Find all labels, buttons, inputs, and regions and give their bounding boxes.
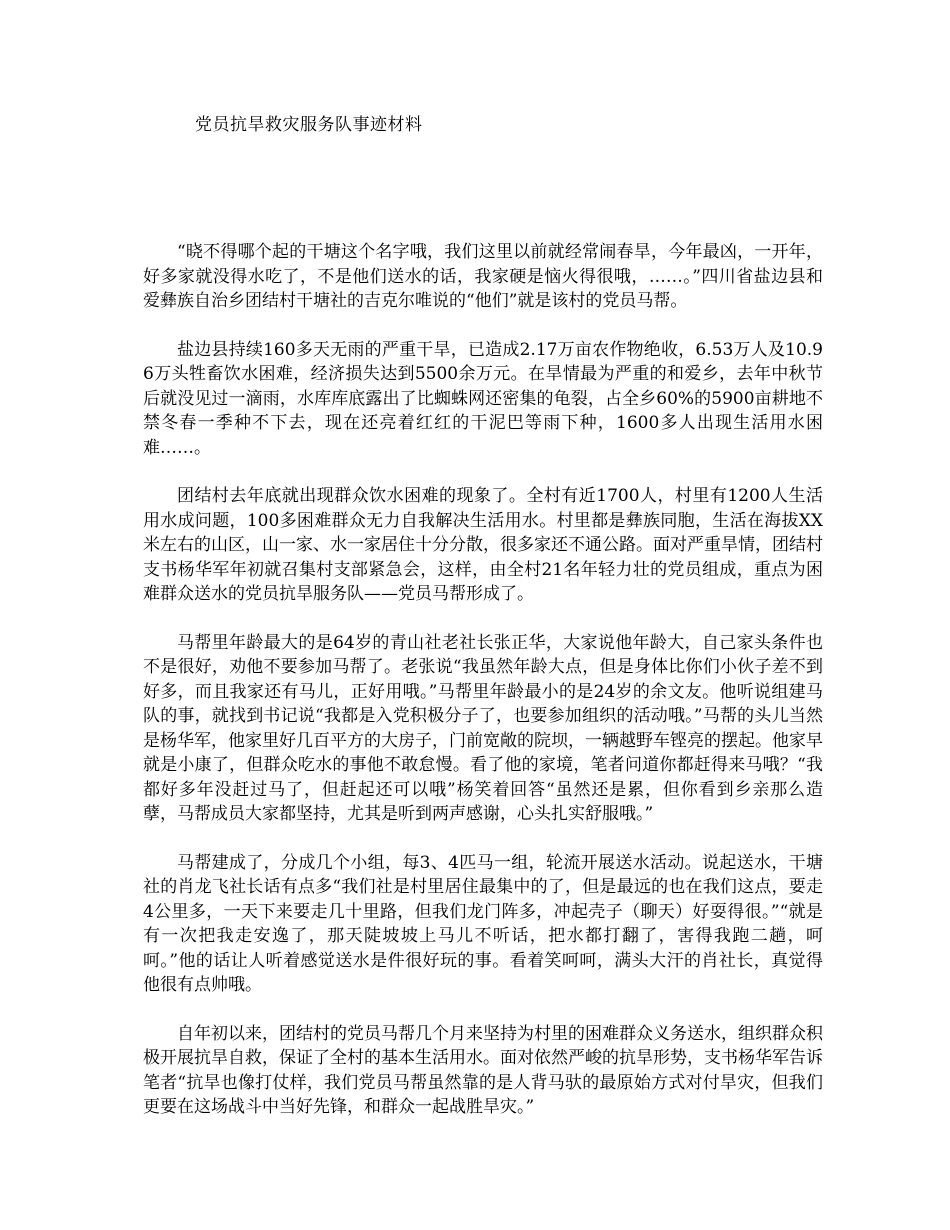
paragraph-3: 团结村去年底就出现群众饮水困难的现象了。全村有近1700人，村里有1200人生活用水成问题，100多困难群众无力自我解决生活用水。村里都是彝族同胞，生活在海拔XX米左右的山区，山一家、水一家居住十分分散，很多家还不通公路。面对严重旱情，团结村支书杨华军年初就召集村支部紧急会，这样，由全村21名年轻力壮的党员组成，重点为困难群众送水的党员抗旱服务队——党员马帮形成了。	[143, 486, 823, 604]
paragraph-5: 马帮建成了，分成几个小组，每3、4匹马一组，轮流开展送水活动。说起送水，干塘社的肖龙飞社长话有点多“我们社是村里居住最集中的了，但是最远的也在我们这点，要走4公里多，一天下来要走几十里路，但我们龙门阵多，冲起壳子（聊天）好耍得很。”“就是有一次把我走安逸了，那天陡坡坡上马儿不听话，把水都打翻了，害得我跑二趟，呵呵。”他的话让人听着感觉送水是件很好玩的事。看着笑呵呵，满头大汗的肖社长，真觉得他很有点帅哦。	[143, 852, 823, 995]
paragraph-2: 盐边县持续160多天无雨的严重干旱，已造成2.17万亩农作物绝收，6.53万人及10.96万头牲畜饮水困难，经济损失达到5500余万元。在旱情最为严重的和爱乡，去年中秋节后就没见过一滴雨，水库库底露出了比蜘蛛网还密集的龟裂，占全乡60%的5900亩耕地不禁冬春一季种不下去，现在还亮着红红的干泥巴等雨下种，1600多人出现生活用水困难……。	[143, 339, 823, 458]
paragraph-1: “晓不得哪个起的干塘这个名字哦，我们这里以前就经常闹春旱，今年最凶，一开年，好多家就没得水吃了，不是他们送水的话，我家硬是恼火得很哦，……。”四川省盐边县和爱彝族自治乡团结村干塘社的吉克尔唯说的“他们”就是该村的党员马帮。	[143, 242, 823, 311]
paragraph-6: 自年初以来，团结村的党员马帮几个月来坚持为村里的困难群众义务送水，组织群众积极开展抗旱自救，保证了全村的基本生活用水。面对依然严峻的抗旱形势，支书杨华军告诉笔者“抗旱也像打仗样，我们党员马帮虽然靠的是人背马驮的最原始方式对付旱灾，但我们更要在这场战斗中当好先锋，和群众一起战胜旱灾。”	[143, 1023, 823, 1117]
paragraph-4: 马帮里年龄最大的是64岁的青山社老社长张正华，大家说他年龄大，自己家头条件也不是很好，劝他不要参加马帮了。老张说“我虽然年龄大点，但是身体比你们小伙子差不到好多，而且我家还有马儿，正好用哦。”马帮里年龄最小的是24岁的余文友。他听说组建马队的事，就找到书记说“我都是入党积极分子了，也要参加组织的活动哦。”马帮的头儿当然是杨华军，他家里好几百平方的大房子，门前宽敞的院坝，一辆越野车铿亮的摆起。他家早就是小康了，但群众吃水的事他不敢怠慢。看了他的家境，笔者问道你都赶得来马哦？“我都好多年没赶过马了，但赶起还可以哦”杨笑着回答“虽然还是累，但你看到乡亲那么造孽，马帮成员大家都坚持，尤其是听到两声感谢，心头扎实舒服哦。”	[143, 632, 823, 824]
document-body	[143, 240, 823, 1144]
document-title: 党员抗旱救灾服务队事迹材料	[195, 115, 423, 135]
